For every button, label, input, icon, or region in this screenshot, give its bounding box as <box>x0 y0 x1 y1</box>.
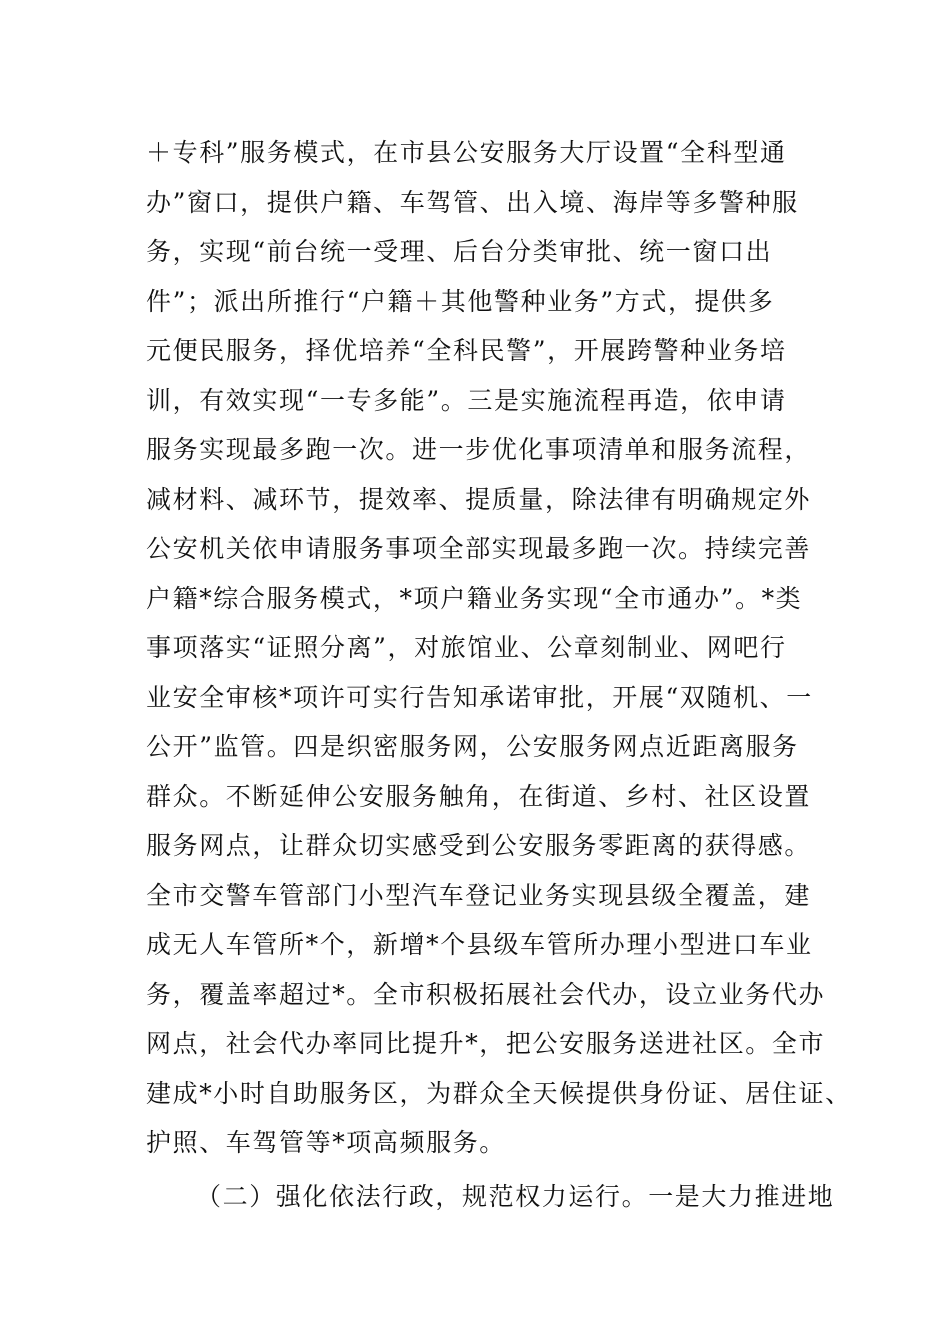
text-line: 网点，社会代办率同比提升*，把公安服务送进社区。全市 <box>146 1029 826 1058</box>
text-line: 成无人车管所*个，新增*个县级车管所办理小型进口车业 <box>146 930 813 959</box>
text-line: 群众。不断延伸公安服务触角，在街道、乡村、社区设置 <box>146 782 812 811</box>
text-line: 公开”监管。四是织密服务网，公安服务网点近距离服务 <box>146 732 799 761</box>
text-line: 户籍*综合服务模式，*项户籍业务实现“全市通办”。*类 <box>146 584 803 613</box>
text-line: 护照、车驾管等*项高频服务。 <box>146 1128 506 1157</box>
text-line: 全市交警车管部门小型汽车登记业务实现县级全覆盖，建 <box>146 881 812 910</box>
text-line: 务，覆盖率超过*。全市积极拓展社会代办，设立业务代办 <box>146 980 826 1009</box>
section-heading-line: （二）强化依法行政，规范权力运行。一是大力推进地 <box>196 1182 835 1211</box>
text-line: 服务网点，让群众切实感受到公安服务零距离的获得感。 <box>146 831 812 860</box>
text-line: 建成*小时自助服务区，为群众全天候提供身份证、居住证、 <box>146 1079 852 1108</box>
text-line: 服务实现最多跑一次。进一步优化事项清单和服务流程， <box>146 435 812 464</box>
text-line: 公安机关依申请服务事项全部实现最多跑一次。持续完善 <box>146 534 812 563</box>
text-line: 业安全审核*项许可实行告知承诺审批，开展“双随机、一 <box>146 683 813 712</box>
text-line: 办”窗口，提供户籍、车驾管、出入境、海岸等多警种服 <box>146 188 799 217</box>
text-line: 事项落实“证照分离”，对旅馆业、公章刻制业、网吧行 <box>146 633 787 662</box>
text-line: 训，有效实现“一专多能”。三是实施流程再造，依申请 <box>146 386 787 415</box>
text-line: 务，实现“前台统一受理、后台分类审批、统一窗口出 <box>146 237 773 266</box>
text-line: 减材料、减环节，提效率、提质量，除法律有明确规定外 <box>146 485 812 514</box>
text-line: 件”；派出所推行“户籍＋其他警种业务”方式，提供多 <box>146 287 775 316</box>
text-line: 元便民服务，择优培养“全科民警”，开展跨警种业务培 <box>146 336 787 365</box>
text-line: ＋专科”服务模式，在市县公安服务大厅设置“全科型通 <box>146 138 787 167</box>
